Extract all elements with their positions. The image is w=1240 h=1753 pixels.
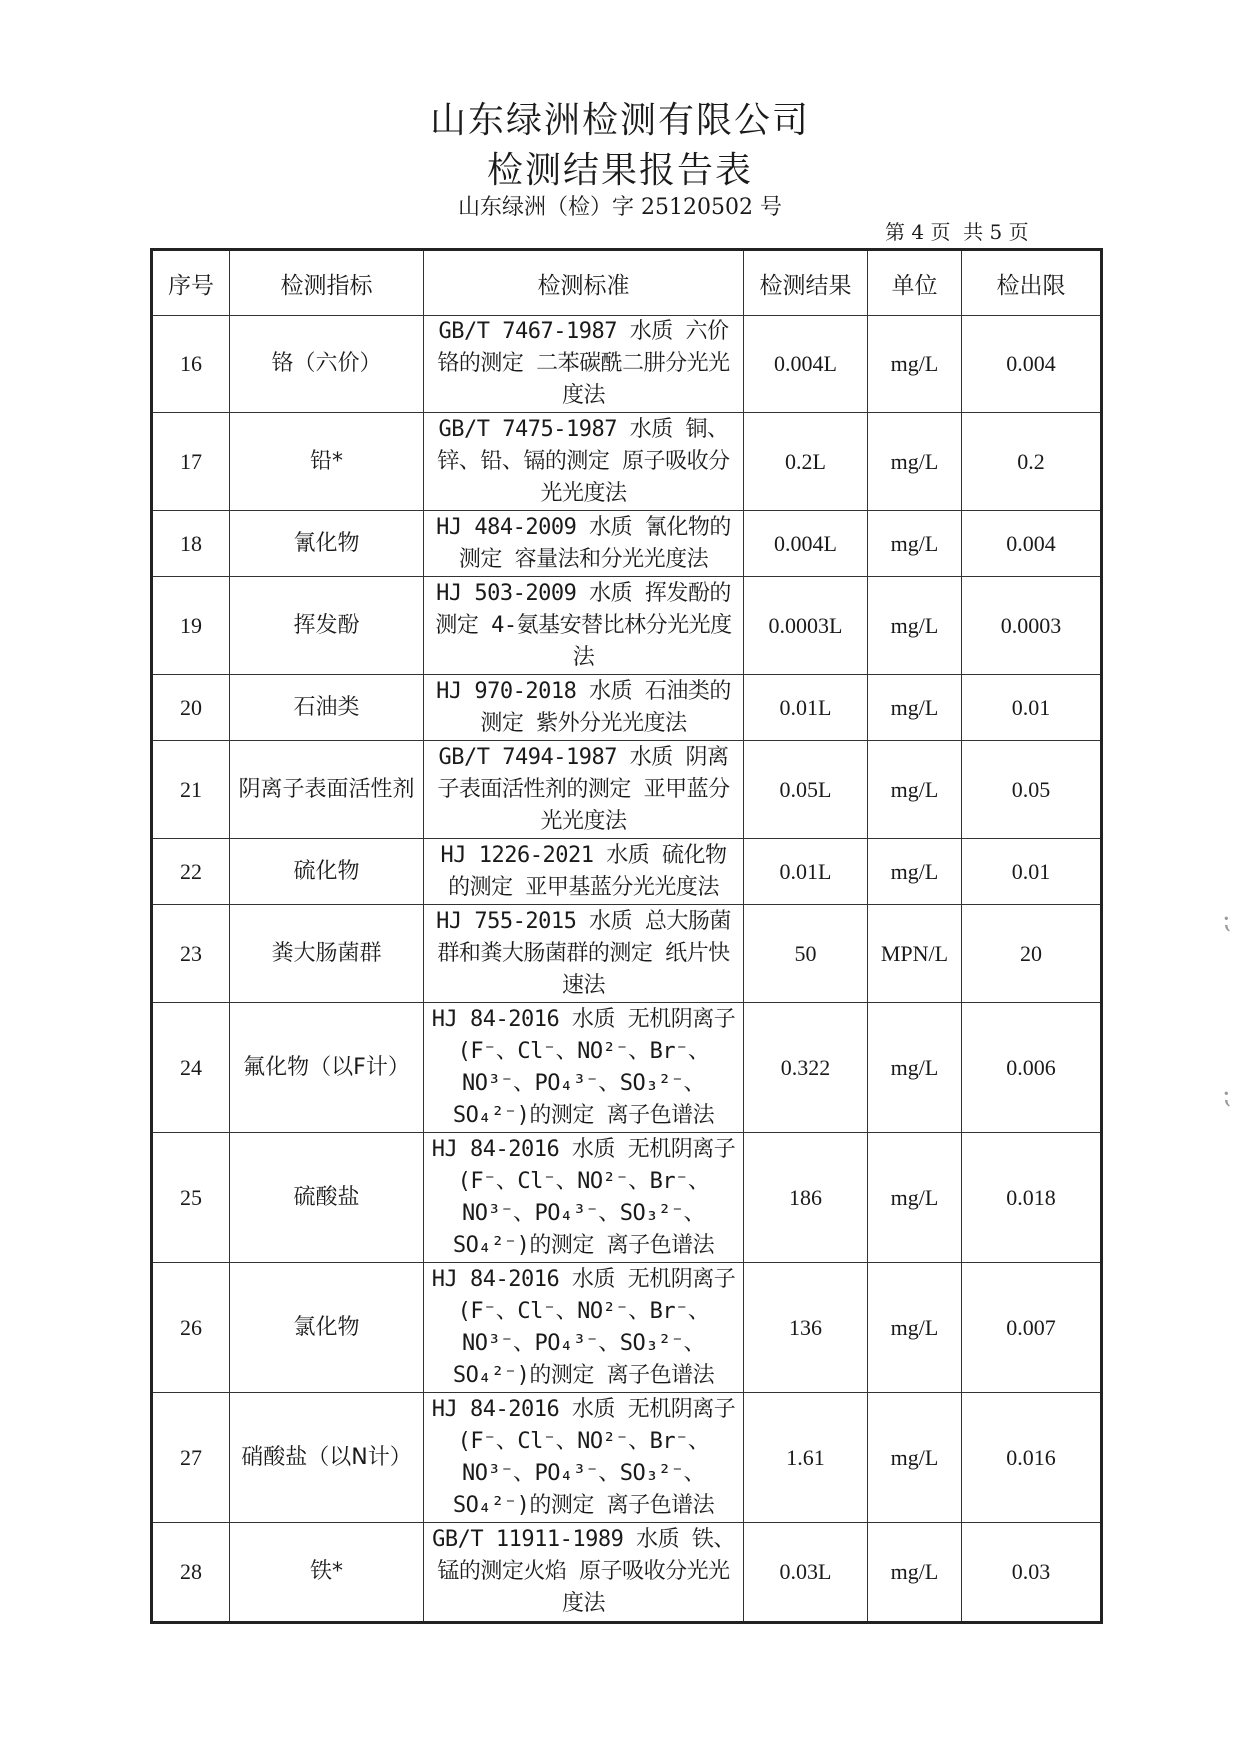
- row-result: 0.2L: [744, 413, 868, 511]
- row-limit: 0.03: [962, 1523, 1102, 1623]
- row-standard: HJ 84-2016 水质 无机阴离子(F⁻、Cl⁻、NO²⁻、Br⁻、NO³⁻、PO₄³⁻、SO₃²⁻、SO₄²⁻)的测定 离子色谱法: [424, 1003, 744, 1133]
- table-row: [152, 511, 1102, 577]
- row-unit: mg/L: [868, 1003, 962, 1133]
- row-result: 0.01L: [744, 675, 868, 741]
- row-unit: MPN/L: [868, 905, 962, 1003]
- row-unit: mg/L: [868, 316, 962, 413]
- results-table: [150, 248, 1103, 1624]
- row-item: 硫酸盐: [230, 1133, 424, 1263]
- col-header-unit: 单位: [868, 250, 962, 316]
- row-unit: mg/L: [868, 1393, 962, 1523]
- row-item: 氰化物: [230, 511, 424, 577]
- row-item: 氯化物: [230, 1263, 424, 1393]
- row-item: 粪大肠菌群: [230, 905, 424, 1003]
- row-standard: GB/T 7475-1987 水质 铜、锌、铅、镉的测定 原子吸收分光光度法: [424, 413, 744, 511]
- row-unit: mg/L: [868, 511, 962, 577]
- row-no: 23: [152, 905, 230, 1003]
- row-standard: HJ 84-2016 水质 无机阴离子(F⁻、Cl⁻、NO²⁻、Br⁻、NO³⁻、PO₄³⁻、SO₃²⁻、SO₄²⁻)的测定 离子色谱法: [424, 1263, 744, 1393]
- row-result: 0.004L: [744, 316, 868, 413]
- col-header-no: 序号: [152, 250, 230, 316]
- row-result: 136: [744, 1263, 868, 1393]
- table-row: [152, 905, 1102, 1003]
- row-standard: HJ 1226-2021 水质 硫化物的测定 亚甲基蓝分光光度法: [424, 839, 744, 905]
- row-standard: HJ 484-2009 水质 氰化物的测定 容量法和分光光度法: [424, 511, 744, 577]
- row-result: 50: [744, 905, 868, 1003]
- table-row: [152, 1523, 1102, 1623]
- row-limit: 0.01: [962, 675, 1102, 741]
- edge-mark: ⁏: [1222, 905, 1231, 935]
- row-standard: HJ 84-2016 水质 无机阴离子(F⁻、Cl⁻、NO²⁻、Br⁻、NO³⁻、PO₄³⁻、SO₃²⁻、SO₄²⁻)的测定 离子色谱法: [424, 1133, 744, 1263]
- table-row: [152, 1133, 1102, 1263]
- row-no: 25: [152, 1133, 230, 1263]
- row-unit: mg/L: [868, 741, 962, 839]
- row-standard: HJ 970-2018 水质 石油类的测定 紫外分光光度法: [424, 675, 744, 741]
- edge-mark: ⁏: [1222, 1080, 1231, 1110]
- table-header-row: [152, 250, 1102, 316]
- report-title: 检测结果报告表: [486, 150, 753, 191]
- row-standard: HJ 84-2016 水质 无机阴离子(F⁻、Cl⁻、NO²⁻、Br⁻、NO³⁻、PO₄³⁻、SO₃²⁻、SO₄²⁻)的测定 离子色谱法: [424, 1393, 744, 1523]
- row-item: 硫化物: [230, 839, 424, 905]
- row-limit: 0.05: [962, 741, 1102, 839]
- row-limit: 0.018: [962, 1133, 1102, 1263]
- row-no: 21: [152, 741, 230, 839]
- row-result: 0.01L: [744, 839, 868, 905]
- row-item: 硝酸盐（以N计）: [230, 1393, 424, 1523]
- document-number: 山东绿洲（检）字 25120502 号: [458, 195, 782, 220]
- row-result: 0.004L: [744, 511, 868, 577]
- row-unit: mg/L: [868, 675, 962, 741]
- col-header-standard: 检测标准: [424, 250, 744, 316]
- row-no: 22: [152, 839, 230, 905]
- row-result: 0.03L: [744, 1523, 868, 1623]
- row-standard: HJ 503-2009 水质 挥发酚的测定 4-氨基安替比林分光光度法: [424, 577, 744, 675]
- row-result: 0.322: [744, 1003, 868, 1133]
- row-no: 26: [152, 1263, 230, 1393]
- row-item: 阴离子表面活性剂: [230, 741, 424, 839]
- page-info: 第 4 页 共 5 页: [885, 220, 1029, 244]
- row-unit: mg/L: [868, 413, 962, 511]
- row-standard: GB/T 7467-1987 水质 六价铬的测定 二苯碳酰二肼分光光度法: [424, 316, 744, 413]
- row-limit: 0.016: [962, 1393, 1102, 1523]
- col-header-limit: 检出限: [962, 250, 1102, 316]
- row-limit: 0.006: [962, 1003, 1102, 1133]
- row-no: 28: [152, 1523, 230, 1623]
- row-standard: GB/T 7494-1987 水质 阴离子表面活性剂的测定 亚甲蓝分光光度法: [424, 741, 744, 839]
- row-no: 24: [152, 1003, 230, 1133]
- row-item: 石油类: [230, 675, 424, 741]
- row-no: 27: [152, 1393, 230, 1523]
- row-item: 铅*: [230, 413, 424, 511]
- company-name: 山东绿洲检测有限公司: [429, 100, 810, 141]
- table-row: [152, 316, 1102, 413]
- row-item: 铬（六价）: [230, 316, 424, 413]
- row-no: 20: [152, 675, 230, 741]
- row-result: 0.0003L: [744, 577, 868, 675]
- row-standard: HJ 755-2015 水质 总大肠菌群和粪大肠菌群的测定 纸片快速法: [424, 905, 744, 1003]
- row-limit: 0.004: [962, 316, 1102, 413]
- table-row: [152, 839, 1102, 905]
- col-header-item: 检测指标: [230, 250, 424, 316]
- row-item: 挥发酚: [230, 577, 424, 675]
- row-limit: 0.0003: [962, 577, 1102, 675]
- row-result: 186: [744, 1133, 868, 1263]
- table-row: [152, 741, 1102, 839]
- row-limit: 0.007: [962, 1263, 1102, 1393]
- table-row: [152, 577, 1102, 675]
- row-unit: mg/L: [868, 1133, 962, 1263]
- row-limit: 0.2: [962, 413, 1102, 511]
- row-item: 氟化物（以F计）: [230, 1003, 424, 1133]
- row-unit: mg/L: [868, 1523, 962, 1623]
- row-unit: mg/L: [868, 1263, 962, 1393]
- col-header-result: 检测结果: [744, 250, 868, 316]
- table-row: [152, 413, 1102, 511]
- row-limit: 20: [962, 905, 1102, 1003]
- row-limit: 0.004: [962, 511, 1102, 577]
- table-row: [152, 1263, 1102, 1393]
- row-standard: GB/T 11911-1989 水质 铁、锰的测定火焰 原子吸收分光光度法: [424, 1523, 744, 1623]
- row-result: 0.05L: [744, 741, 868, 839]
- row-no: 19: [152, 577, 230, 675]
- row-no: 17: [152, 413, 230, 511]
- row-no: 16: [152, 316, 230, 413]
- table-row: [152, 1003, 1102, 1133]
- table-row: [152, 1393, 1102, 1523]
- row-unit: mg/L: [868, 577, 962, 675]
- row-result: 1.61: [744, 1393, 868, 1523]
- row-unit: mg/L: [868, 839, 962, 905]
- row-item: 铁*: [230, 1523, 424, 1623]
- table-row: [152, 675, 1102, 741]
- row-limit: 0.01: [962, 839, 1102, 905]
- row-no: 18: [152, 511, 230, 577]
